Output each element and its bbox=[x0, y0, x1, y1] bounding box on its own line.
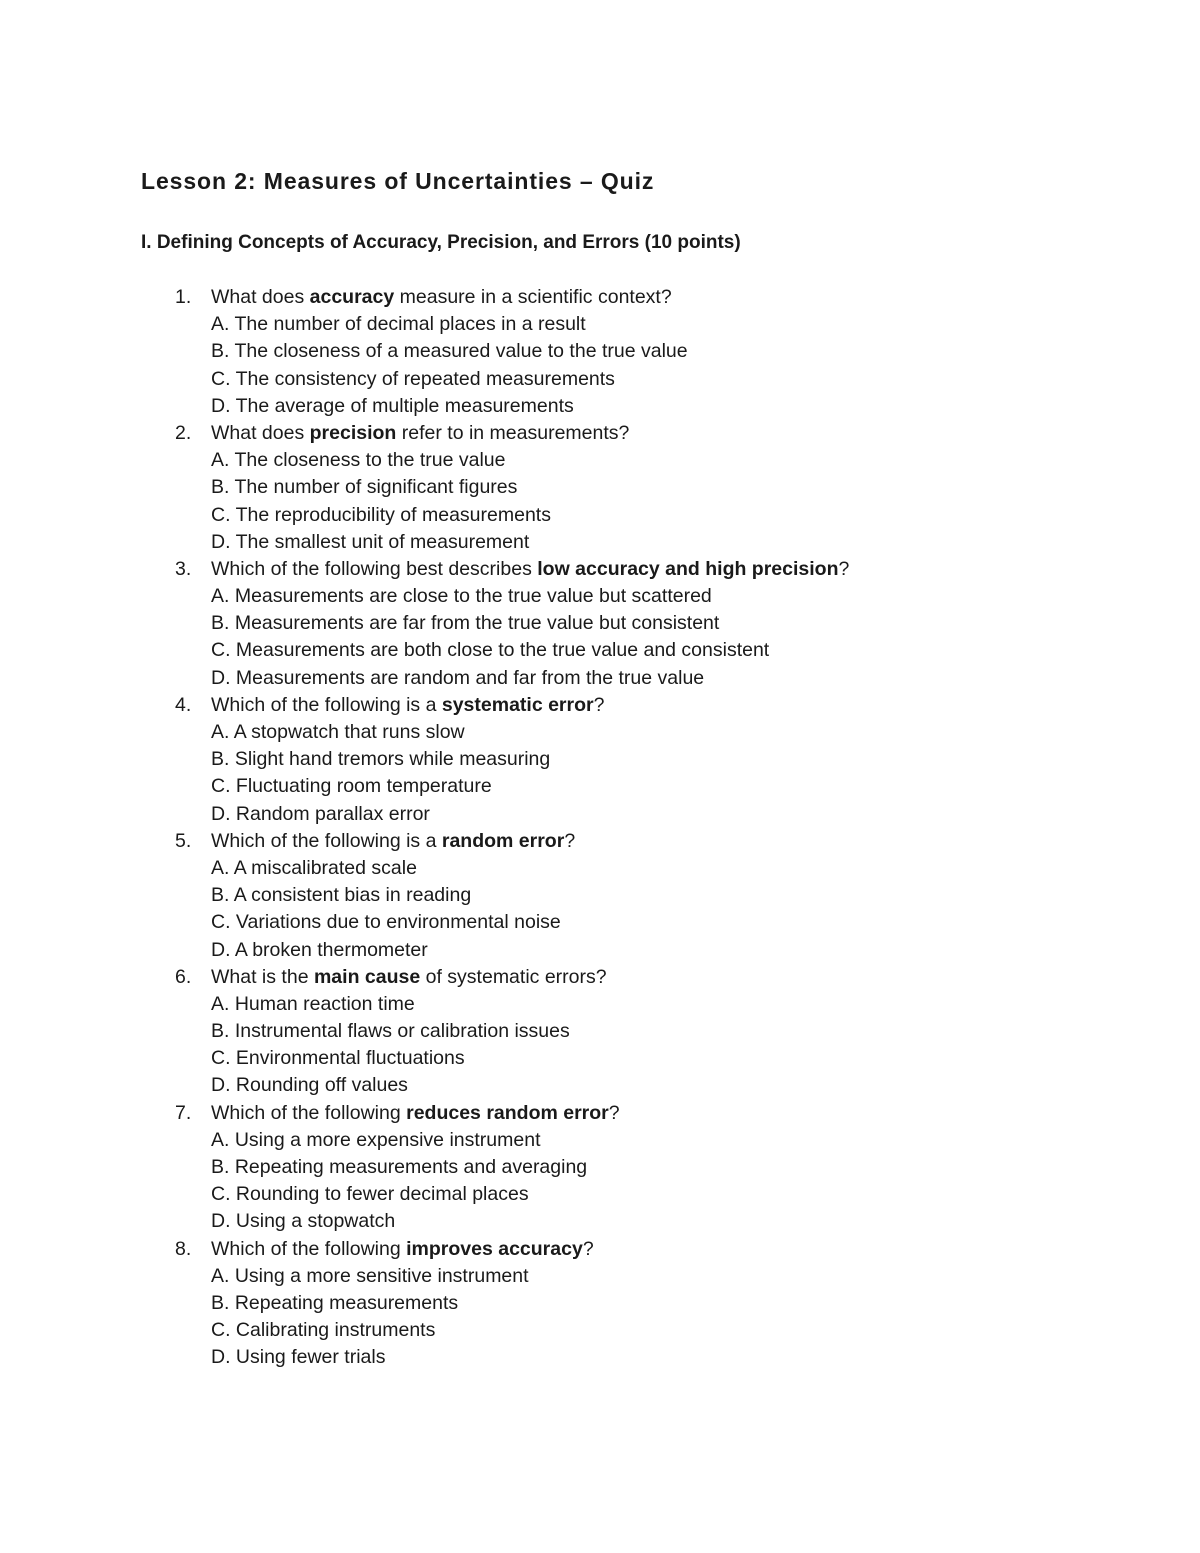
question-number: 2. bbox=[175, 421, 192, 444]
question-text-suffix: refer to in measurements? bbox=[396, 421, 630, 444]
answer-option: D. Rounding off values bbox=[211, 1074, 408, 1097]
answer-option: C. Variations due to environmental noise bbox=[211, 911, 561, 934]
question-stem bbox=[0, 1100, 1200, 1127]
answer-option: A. A miscalibrated scale bbox=[211, 856, 417, 879]
question-text bbox=[211, 1100, 620, 1127]
question-keyword: improves accuracy bbox=[406, 1237, 583, 1260]
answer-option: B. The number of significant figures bbox=[211, 476, 518, 499]
question-number: 1. bbox=[175, 286, 192, 308]
question-text bbox=[211, 1236, 594, 1263]
answer-option: C. Rounding to fewer decimal places bbox=[211, 1183, 529, 1206]
question-number: 5. bbox=[175, 829, 192, 852]
answer-option: B. The closeness of a measured value to the true value bbox=[211, 340, 688, 363]
page-title: Lesson 2: Measures of Uncertainties – Quiz bbox=[141, 168, 655, 194]
question-stem bbox=[0, 556, 1200, 583]
answer-option: B. Measurements are far from the true value but consistent bbox=[211, 612, 720, 635]
question-stem bbox=[0, 420, 1200, 447]
answer-option: A. Measurements are close to the true value but scattered bbox=[211, 585, 712, 608]
answer-option: C. The reproducibility of measurements bbox=[211, 503, 551, 526]
question-item bbox=[0, 692, 1200, 828]
answer-option: D. Using fewer trials bbox=[211, 1346, 386, 1369]
question-item bbox=[0, 1100, 1200, 1236]
question-text-prefix: What does bbox=[211, 286, 310, 308]
question-keyword: precision bbox=[309, 421, 397, 444]
question-text-prefix: What does bbox=[211, 421, 310, 444]
question-text-suffix: ? bbox=[593, 693, 605, 716]
answer-option: C. Fluctuating room temperature bbox=[211, 775, 492, 798]
answer-option: B. A consistent bias in reading bbox=[211, 884, 472, 907]
question-text-suffix: ? bbox=[838, 557, 850, 580]
question-number: 8. bbox=[175, 1237, 192, 1260]
answer-option: C. Calibrating instruments bbox=[211, 1319, 436, 1342]
question-keyword: accuracy bbox=[309, 286, 395, 308]
answer-option: B. Slight hand tremors while measuring bbox=[211, 748, 551, 771]
question-text-suffix: ? bbox=[564, 829, 576, 852]
question-text-suffix: of systematic errors? bbox=[420, 965, 607, 988]
question-text-suffix: measure in a scientific context? bbox=[394, 286, 672, 308]
question-keyword: main cause bbox=[313, 965, 421, 988]
answer-option: A. The closeness to the true value bbox=[211, 449, 506, 472]
answer-option: B. Repeating measurements bbox=[211, 1291, 459, 1314]
question-number: 6. bbox=[175, 965, 192, 988]
question-keyword: low accuracy and high precision bbox=[537, 557, 839, 580]
answer-option: A. Using a more sensitive instrument bbox=[211, 1264, 529, 1287]
answer-option: A. A stopwatch that runs slow bbox=[211, 721, 465, 743]
question-number: 4. bbox=[175, 693, 192, 716]
question-keyword: reduces random error bbox=[406, 1101, 609, 1124]
question-text-prefix: Which of the following bbox=[211, 1101, 407, 1124]
question-item bbox=[0, 1236, 1200, 1372]
question-text bbox=[211, 420, 629, 447]
question-text bbox=[211, 284, 672, 311]
question-text-prefix: Which of the following is a bbox=[211, 829, 442, 852]
answer-option: C. Environmental fluctuations bbox=[211, 1047, 465, 1070]
question-text bbox=[211, 964, 607, 991]
question-stem bbox=[0, 964, 1200, 991]
question-text-prefix: Which of the following is a bbox=[211, 693, 442, 716]
answer-option: D. The average of multiple measurements bbox=[211, 394, 574, 417]
question-stem bbox=[0, 828, 1200, 855]
section-heading: I. Defining Concepts of Accuracy, Precision, and Errors (10 points) bbox=[141, 232, 741, 253]
answer-option: D. Random parallax error bbox=[211, 802, 430, 825]
question-item bbox=[0, 420, 1200, 556]
answer-option: C. Measurements are both close to the true value and consistent bbox=[211, 639, 770, 662]
answer-option: C. The consistency of repeated measurements bbox=[211, 367, 615, 390]
question-item bbox=[0, 964, 1200, 1100]
question-item bbox=[0, 284, 1200, 420]
question-item bbox=[0, 556, 1200, 692]
answer-option: A. The number of decimal places in a result bbox=[211, 313, 586, 336]
question-text-prefix: What is the bbox=[211, 965, 314, 988]
answer-option: D. The smallest unit of measurement bbox=[211, 530, 530, 553]
question-text bbox=[211, 828, 575, 855]
question-item bbox=[0, 828, 1200, 964]
question-stem bbox=[0, 692, 1200, 719]
question-text bbox=[211, 692, 604, 719]
question-text-prefix: Which of the following bbox=[211, 1237, 407, 1260]
answer-option: A. Human reaction time bbox=[211, 992, 415, 1015]
question-text-prefix: Which of the following best describes bbox=[211, 557, 538, 580]
question-number: 3. bbox=[175, 557, 192, 580]
answer-option: B. Repeating measurements and averaging bbox=[211, 1156, 588, 1178]
question-number: 7. bbox=[175, 1101, 192, 1124]
answer-option: D. Using a stopwatch bbox=[211, 1210, 396, 1233]
question-keyword: systematic error bbox=[441, 693, 594, 716]
question-list bbox=[0, 284, 1200, 1372]
question-text bbox=[211, 556, 849, 583]
answer-option: D. A broken thermometer bbox=[211, 938, 428, 961]
question-text-suffix: ? bbox=[608, 1101, 620, 1124]
answer-option: D. Measurements are random and far from the true value bbox=[211, 666, 705, 689]
question-text-suffix: ? bbox=[582, 1237, 594, 1260]
answer-option: B. Instrumental flaws or calibration issues bbox=[211, 1020, 570, 1043]
question-stem bbox=[0, 284, 1200, 311]
question-stem bbox=[0, 1236, 1200, 1263]
question-keyword: random error bbox=[441, 829, 565, 852]
answer-option: A. Using a more expensive instrument bbox=[211, 1128, 541, 1151]
